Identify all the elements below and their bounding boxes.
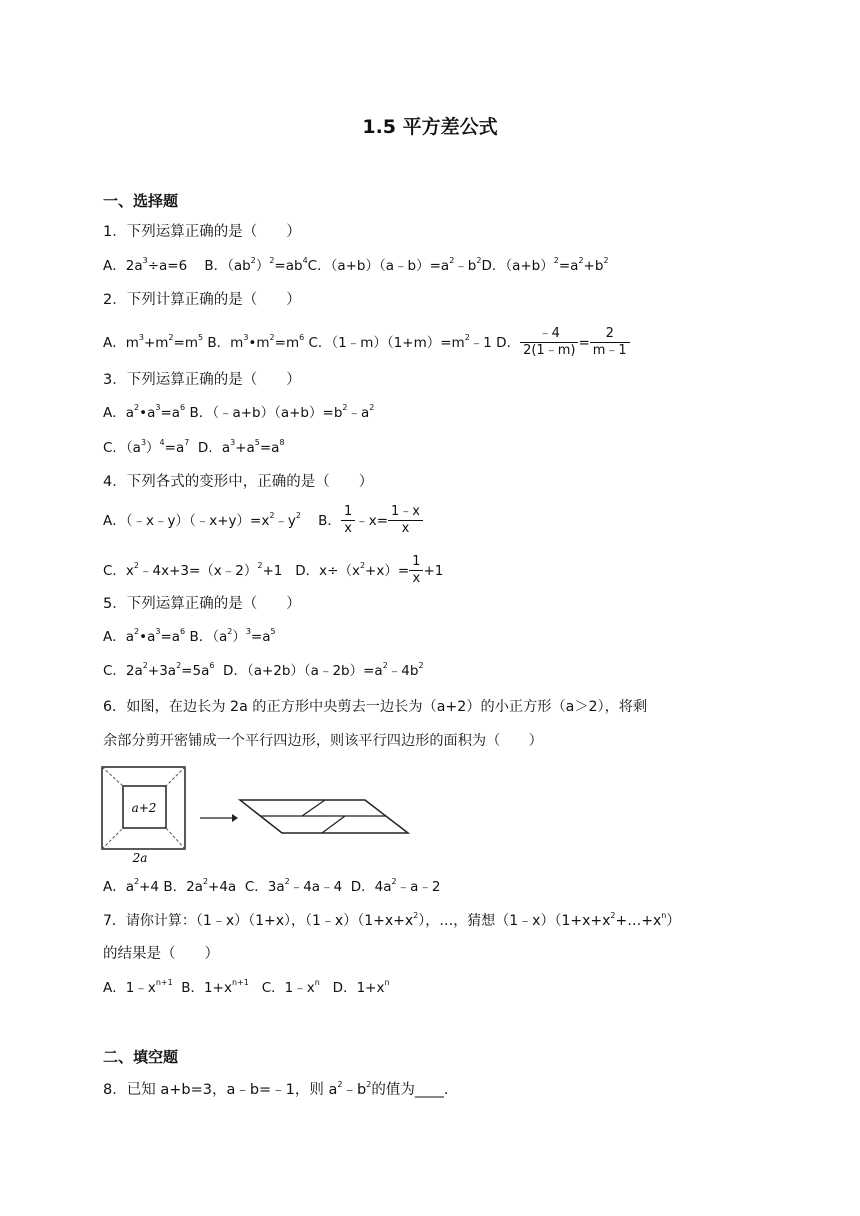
option-a: A．$a^2+4$ [103,877,160,895]
option-a: A．$1﹣x^{n+1}$ [103,978,173,996]
question-6-figure [100,764,420,864]
question-8: 8．已知 a+b=3，a﹣b=﹣1，则 $a^2﹣b^2$的值为____. [103,1080,449,1098]
question-6-stem-line1: 6．如图，在边长为 2a 的正方形中央剪去一边长为（a+2）的小正方形（a＞2），将剩 [103,699,648,715]
option-a: A．$(﹣x﹣y)(﹣x+y)=x^2﹣y^2$ [103,510,301,529]
option-c: C．$2a^2+3a^2=5a^6$ [103,661,215,679]
page-title: 1.5 平方差公式 [362,116,498,138]
option-d: D．$a^3+a^5=a^8$ [197,438,285,456]
fraction: $\frac{2}{m﹣1}$ [590,326,630,359]
option-c: C．$(a^3)^4=a^7$ [103,438,190,456]
question-6-stem-line2: 余部分剪开密铺成一个平行四边形，则该平行四边形的面积为（ ） [103,733,543,749]
option-d: D．$(a+b)^2=a^2+b^2$ [481,256,609,274]
option-b: B． $\frac{1}{x}$ ﹣x= $\frac{1﹣x}{x}$ [318,513,423,529]
option-c: C．$x^2﹣4x+3=(x﹣2)^2+1$ [103,560,283,579]
option-d: D．$x\div(x^2+x)=$ $\frac{1}{x}$ +1 [295,554,444,586]
question-7-options [103,978,390,998]
option-a: A．$a^2•a^3=a^6$ [103,627,186,645]
fraction: $\frac{1﹣x}{x}$ [388,504,423,537]
outer-side-label: 2a [132,851,148,864]
option-d: D．$(a+2b)(a﹣2b)=a^2﹣4b^2$ [223,661,424,679]
section-heading-fill: 二、填空题 [103,1048,179,1066]
option-b: B．$m^3•m^2=m^6$ [207,332,305,351]
option-d: D．$4a^2﹣a﹣2$ [350,877,441,895]
question-4-options-row2 [103,554,443,587]
fraction: $\frac{1}{x}$ [341,504,355,537]
question-2-stem: 2．下列计算正确的是（ ） [103,292,301,308]
question-3-options-row2 [103,438,285,458]
question-1-options [103,256,609,276]
option-b: B．$1+x^{n+1}$ [181,978,249,996]
fraction: $\frac{﹣4}{2(1﹣m)}$ [520,326,578,359]
question-6-options [103,877,440,897]
option-d: D． $\frac{﹣4}{2(1﹣m)}$ = $\frac{2}{m﹣1}$ [496,335,630,351]
option-c: C．$(1﹣m)(1+m)=m^2﹣1$ [308,332,492,351]
option-c: C．$1﹣x^n$ [261,978,320,996]
question-4-options-row1 [103,504,423,537]
option-b: B．$(ab^2)^2=ab^4$ [204,256,308,274]
question-3-options-row1 [103,403,374,423]
option-b: B．$(a^2)^3=a^5$ [189,627,276,645]
fraction: $\frac{1}{x}$ [409,554,423,587]
question-3-stem: 3．下列运算正确的是（ ） [103,372,301,388]
option-b: B．$2a^2+4a$ [163,877,237,895]
option-a: A．$2a^3\div a=6$ [103,256,188,274]
question-1-stem: 1．下列运算正确的是（ ） [103,224,301,240]
question-5-options-row2 [103,661,424,681]
question-4-stem: 4．下列各式的变形中，正确的是（ ） [103,474,374,490]
option-c: C．$(a+b)(a﹣b)=a^2﹣b^2$ [307,256,482,274]
question-5-options-row1 [103,627,276,647]
question-7-stem-line1: 7．请你计算：（1﹣x）（1+x），$(1﹣x)(1+x+x^2)$，…，猜想$(1﹣x)(1+x+x^2+\dots+x^n)$ [103,911,681,929]
section-heading-choice: 一、选择题 [103,192,179,210]
inner-side-label: a+2 [131,801,157,815]
option-c: C．$3a^2﹣4a﹣4$ [244,877,343,895]
question-7-stem-line2: 的结果是（ ） [103,946,219,962]
option-d: D．$1+x^n$ [332,978,390,996]
question-2-options [103,326,630,359]
option-b: B．$(﹣a+b)(a+b)=b^2﹣a^2$ [189,403,375,421]
option-a: A．$a^2•a^3=a^6$ [103,403,186,421]
option-a: A．$m^3+m^2=m^5$ [103,332,204,351]
question-5-stem: 5．下列运算正确的是（ ） [103,596,301,612]
